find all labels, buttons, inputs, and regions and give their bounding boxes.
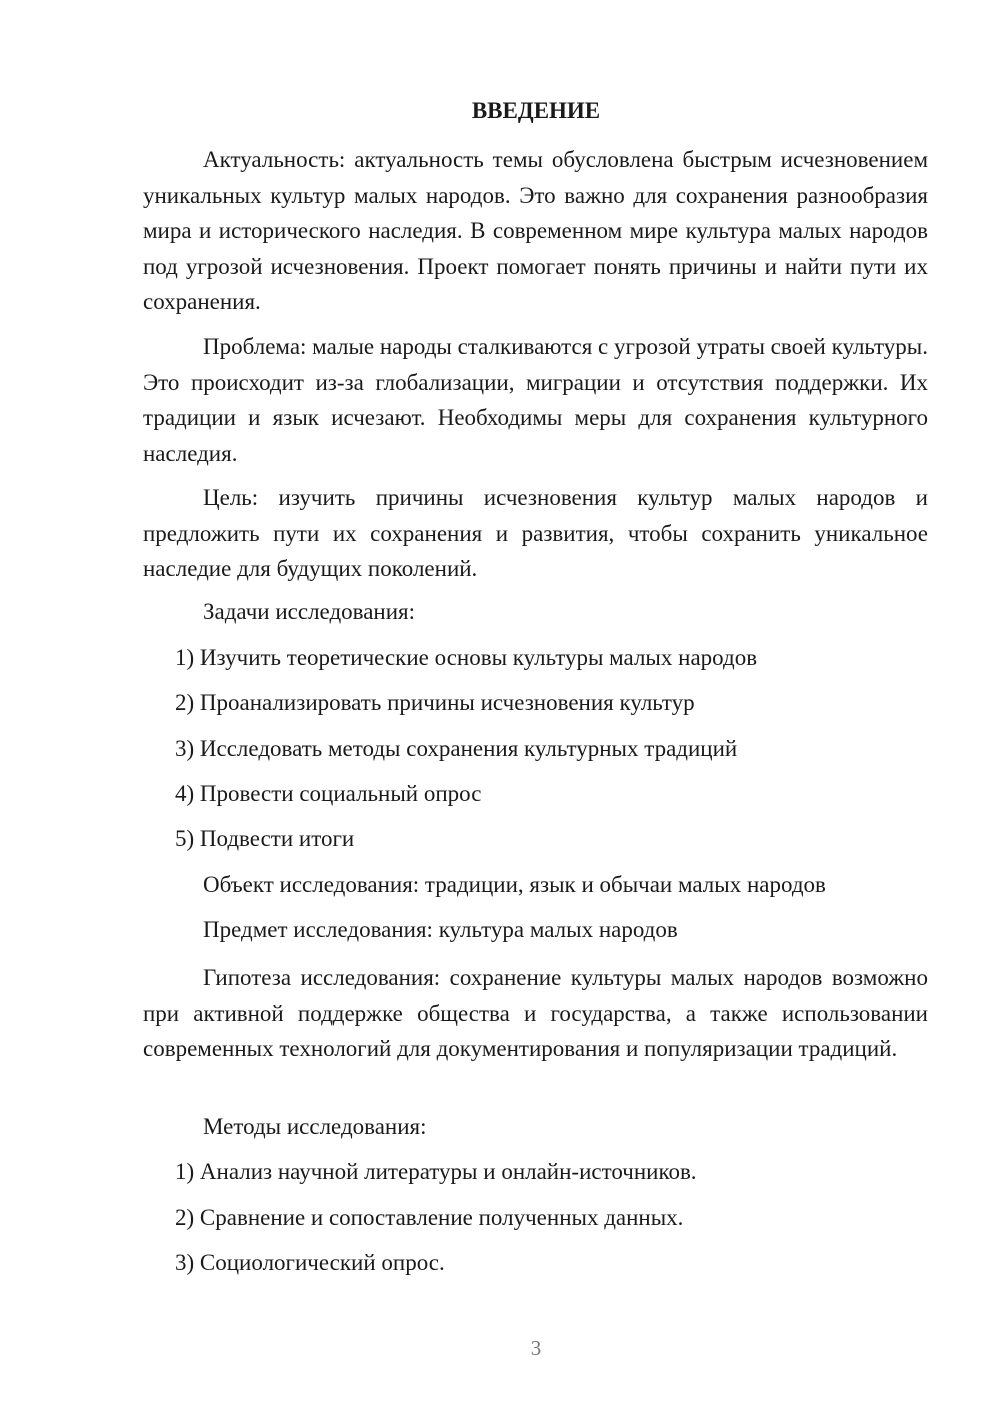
page-title: ВВЕДЕНИЕ	[471, 98, 601, 123]
research-object: Объект исследования: традиции, язык и обычаи малых народов	[203, 872, 826, 897]
list-item: 3) Социологический опрос.	[175, 1250, 445, 1275]
list-item: 4) Провести социальный опрос	[175, 781, 482, 806]
list-item: 5) Подвести итоги	[175, 826, 355, 851]
research-subject: Предмет исследования: культура малых народов	[203, 917, 678, 942]
list-item: 1) Анализ научной литературы и онлайн-источников.	[175, 1159, 697, 1184]
tasks-heading: Задачи исследования:	[203, 599, 416, 624]
list-item: 3) Исследовать методы сохранения культурных традиций	[175, 736, 738, 761]
goal-paragraph: Цель: изучить причины исчезновения культур малых народов и предложить пути их сохранения и развития, чтобы сохранить уникальное наследие для будущих поколений.	[143, 485, 928, 581]
goal-paragraph-block	[143, 480, 928, 587]
list-item: 1) Изучить теоретические основы культуры малых народов	[175, 645, 758, 670]
list-item: 2) Проанализировать причины исчезновения культур	[175, 690, 695, 715]
page-number: 3	[530, 1336, 542, 1360]
methods-heading: Методы исследования:	[203, 1114, 427, 1139]
relevance-paragraph-block	[143, 142, 928, 320]
list-item: 2) Сравнение и сопоставление полученных данных.	[175, 1205, 684, 1230]
hypothesis-paragraph: Гипотеза исследования: сохранение культуры малых народов возможно при активной поддержке общества и государства, а также использовании современных технологий для документирования и популяризации традиций.	[143, 965, 928, 1061]
problem-paragraph: Проблема: малые народы сталкиваются с угрозой утраты своей культуры. Это происходит из-за глобализации, миграции и отсутствия поддержки. Их традиции и язык исчезают. Необходимы меры для сохранения культурного наследия.	[143, 334, 928, 466]
problem-paragraph-block	[143, 329, 928, 471]
relevance-paragraph: Актуальность: актуальность темы обусловлена быстрым исчезновением уникальных культур малых народов. Это важно для сохранения разнообразия мира и исторического наследия. В современном мире культура малых народов под угрозой исчезновения. Проект помогает понять причины и найти пути их сохранения.	[143, 147, 928, 314]
hypothesis-paragraph-block	[143, 960, 928, 1067]
